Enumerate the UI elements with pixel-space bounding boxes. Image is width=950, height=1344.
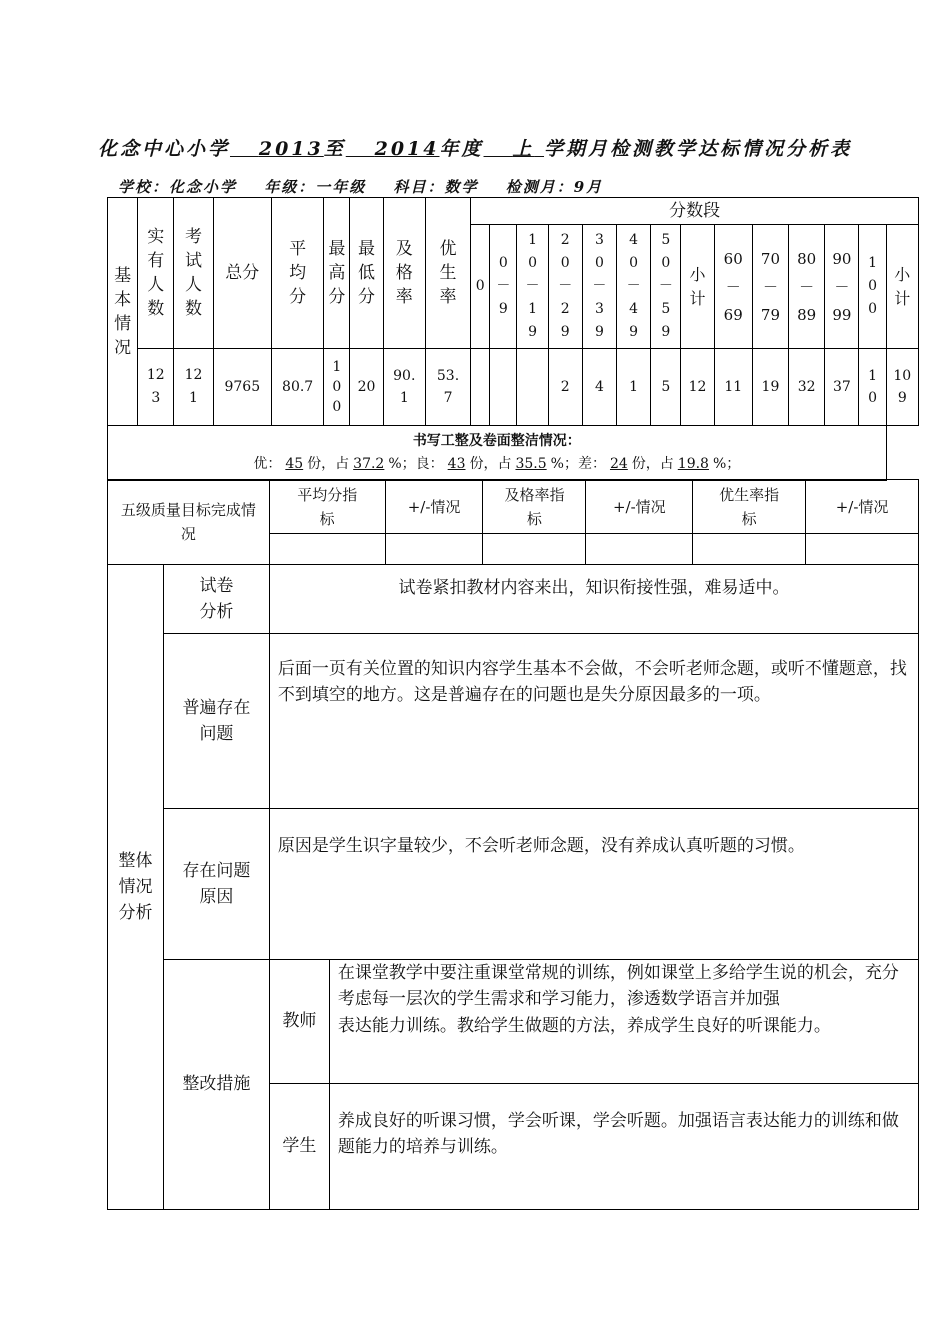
value-band-70-79: 19	[752, 349, 788, 426]
value-average: 80.7	[271, 349, 323, 426]
meta-school: 学校：化念小学	[118, 178, 238, 196]
band-subtotal-1: 小计	[681, 225, 714, 349]
value-band-10-19	[517, 349, 548, 426]
teacher-label: 教师	[269, 960, 329, 1084]
fine-percent: 35.5	[515, 455, 547, 472]
good-count: 45	[285, 455, 304, 472]
band-50-59: 50－59	[651, 225, 681, 349]
value-tested: 121	[174, 349, 213, 426]
value-band-100: 10	[859, 349, 886, 426]
value-band-50-59: 5	[651, 349, 681, 426]
header-pass-rate: 及格率	[383, 198, 425, 349]
header-tested: 考试人数	[174, 198, 213, 349]
band-70-79: 70－79	[752, 225, 788, 349]
goal-pass-diff-value[interactable]	[586, 534, 693, 565]
value-excellent-rate: 53.7	[425, 349, 470, 426]
header-lowest: 最低分	[350, 198, 383, 349]
basic-situation-table	[107, 197, 919, 481]
meta-month: 检测月：9月	[505, 178, 604, 196]
value-pass-rate: 90.1	[383, 349, 425, 426]
header-excellent-rate: 优生率	[425, 198, 470, 349]
goals-label: 五级质量目标完成情况	[108, 480, 270, 565]
writing-stats: 优： 45 份，占 37.2 %；良： 43 份，占 35.5 %；差： 24 份，占 19.8 %；	[253, 455, 741, 472]
document-meta	[118, 176, 623, 197]
goal-excellent-diff: +/-情况	[806, 480, 919, 534]
value-band-30-39: 4	[582, 349, 616, 426]
band-subtotal-2: 小计	[886, 225, 918, 349]
value-highest: 100	[324, 349, 350, 426]
band-60-69: 60－69	[714, 225, 752, 349]
band-0: 0	[471, 225, 490, 349]
header-highest: 最高分	[324, 198, 350, 349]
goal-pass-index-value[interactable]	[483, 534, 586, 565]
meta-grade: 年级：一年级	[264, 178, 367, 196]
paper-analysis-text: 试卷紧扣教材内容来出，知识衔接性强，难易适中。	[269, 565, 918, 634]
basic-section-label: 基本情况	[108, 198, 138, 426]
good-percent: 37.2	[353, 455, 385, 472]
value-band-40-49: 1	[617, 349, 651, 426]
value-band-0-9	[490, 349, 517, 426]
header-actual: 实有人数	[138, 198, 174, 349]
writing-title: 书写工整及卷面整洁情况：	[412, 433, 581, 449]
goal-average-index-value[interactable]	[269, 534, 385, 565]
value-lowest: 20	[350, 349, 383, 426]
band-100: 100	[859, 225, 886, 349]
band-90-99: 90－99	[825, 225, 859, 349]
writing-quality-cell	[108, 426, 887, 481]
common-issues-label: 普遍存在问题	[163, 634, 269, 809]
analysis-section-label: 整体情况分析	[108, 565, 164, 1210]
header-total: 总分	[213, 198, 271, 349]
band-40-49: 40－49	[617, 225, 651, 349]
teacher-measures-text: 在课堂教学中要注重课堂常规的训练，例如课堂上多给学生说的机会，充分考虑每一层次的学生需求和学习能力，渗透数学语言并加强 表达能力训练。教给学生做题的方法，养成学生良好的听课能力。	[329, 960, 918, 1084]
goal-excellent-diff-value[interactable]	[806, 534, 919, 565]
document-title: 化念中心小学 2013至 2014年度 上 学期月检测教学达标情况分析表	[97, 138, 853, 160]
band-80-89: 80－89	[789, 225, 825, 349]
issue-cause-text: 原因是学生识字量较少，不会听老师念题，没有养成认真听题的习惯。	[269, 809, 918, 960]
value-band-90-99: 37	[825, 349, 859, 426]
value-actual: 123	[138, 349, 174, 426]
goal-average-diff: +/-情况	[385, 480, 483, 534]
poor-count: 24	[609, 455, 628, 472]
value-subtotal-2: 109	[886, 349, 918, 426]
goal-pass-index: 及格率指标	[483, 480, 586, 534]
overall-analysis-table	[107, 564, 919, 1210]
value-band-80-89: 32	[789, 349, 825, 426]
student-label: 学生	[269, 1084, 329, 1210]
value-band-60-69: 11	[714, 349, 752, 426]
meta-subject: 科目：数学	[393, 178, 479, 196]
student-measures-text: 养成良好的听课习惯，学会听课，学会听题。加强语言表达能力的训练和做题能力的培养与训练。	[329, 1084, 918, 1210]
goal-average-index: 平均分指标	[269, 480, 385, 534]
band-10-19: 10－19	[517, 225, 548, 349]
score-band-header: 分数段	[471, 198, 919, 225]
band-0-9: 0－9	[490, 225, 517, 349]
issue-cause-label: 存在问题原因	[163, 809, 269, 960]
header-average: 平均分	[271, 198, 323, 349]
measures-label: 整改措施	[163, 960, 269, 1210]
value-band-0	[471, 349, 490, 426]
goal-excellent-index: 优生率指标	[693, 480, 806, 534]
value-total: 9765	[213, 349, 271, 426]
band-30-39: 30－39	[582, 225, 616, 349]
fine-count: 43	[447, 455, 466, 472]
goal-pass-diff: +/-情况	[586, 480, 693, 534]
goal-average-diff-value[interactable]	[385, 534, 483, 565]
paper-analysis-label: 试卷分析	[163, 565, 269, 634]
band-20-29: 20－29	[548, 225, 582, 349]
poor-percent: 19.8	[677, 455, 709, 472]
goal-excellent-index-value[interactable]	[693, 534, 806, 565]
common-issues-text: 后面一页有关位置的知识内容学生基本不会做，不会听老师念题，或听不懂题意，找不到填空的地方。这是普遍存在的问题也是失分原因最多的一项。	[269, 634, 918, 809]
value-band-20-29: 2	[548, 349, 582, 426]
quality-goals-table	[107, 479, 919, 565]
value-subtotal-1: 12	[681, 349, 714, 426]
